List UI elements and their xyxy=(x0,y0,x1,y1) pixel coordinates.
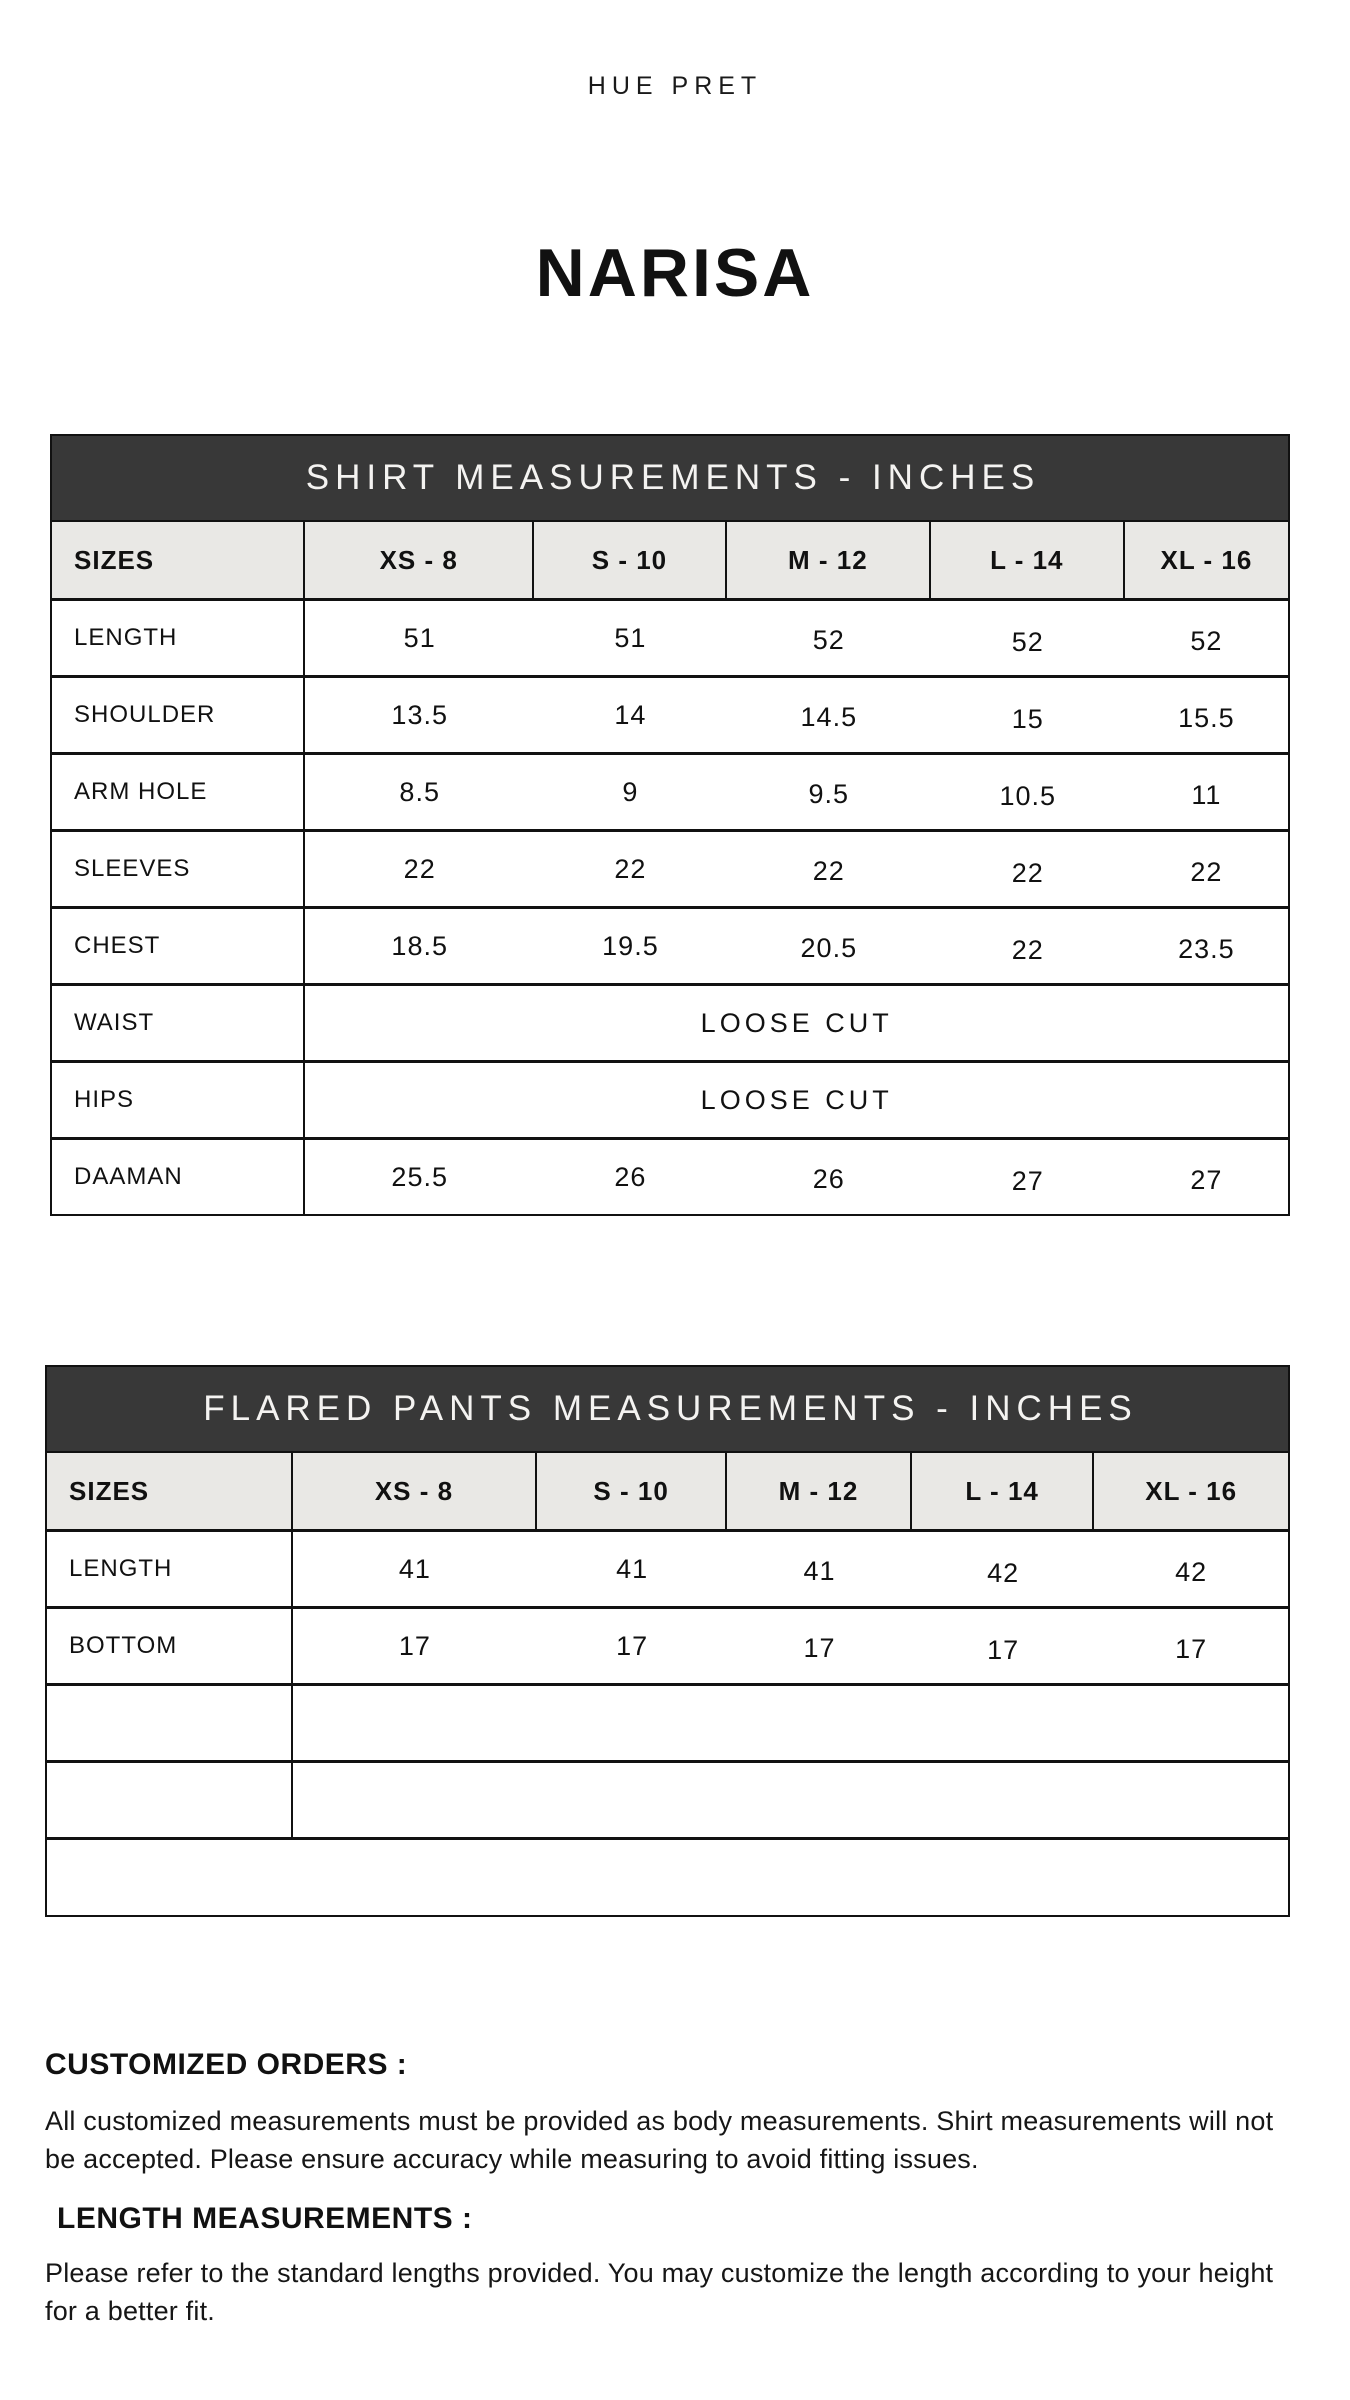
value-cell: 18.5 xyxy=(391,930,448,961)
row-label: WAIST xyxy=(52,986,305,1060)
empty-span xyxy=(293,1686,1288,1760)
value-cell: 11 xyxy=(1191,779,1222,810)
pants-row-length xyxy=(47,1529,1288,1606)
loose-cut-span: LOOSE CUT xyxy=(700,1084,893,1115)
shirt-row-armhole xyxy=(52,752,1288,829)
shirt-row-daaman xyxy=(52,1137,1288,1214)
pants-row-bottom xyxy=(47,1606,1288,1683)
row-label: LENGTH xyxy=(52,601,305,675)
row-label: SLEEVES xyxy=(52,832,305,906)
shirt-row-chest xyxy=(52,906,1288,983)
loose-cut-span: LOOSE CUT xyxy=(700,1007,893,1038)
brand-name: HUE PRET xyxy=(587,72,763,100)
pants-measurements-table xyxy=(45,1365,1290,1917)
value-cell: 23.5 xyxy=(1178,933,1235,964)
value-cell: 42 xyxy=(987,1558,1020,1588)
length-measurements-body: Please refer to the standard lengths provided. You may customize the length according to your height for a better fit. xyxy=(45,2258,1274,2326)
value-cell: 19.5 xyxy=(602,930,659,961)
value-cell: 52 xyxy=(812,625,845,655)
pants-empty-row xyxy=(47,1760,1288,1837)
empty-span xyxy=(47,1840,1288,1915)
value-cell: 13.5 xyxy=(391,699,448,730)
row-label: DAAMAN xyxy=(52,1140,305,1214)
pants-empty-row xyxy=(47,1683,1288,1760)
row-label: SHOULDER xyxy=(52,678,305,752)
pants-size-s: S - 10 xyxy=(537,1453,727,1529)
value-cell: 14.5 xyxy=(800,702,858,732)
row-label xyxy=(47,1763,293,1837)
empty-span xyxy=(293,1763,1288,1837)
value-cell: 51 xyxy=(614,622,647,653)
row-label: HIPS xyxy=(52,1063,305,1137)
value-cell: 17 xyxy=(987,1635,1020,1665)
row-label: CHEST xyxy=(52,909,305,983)
value-cell: 27 xyxy=(1190,1164,1223,1195)
shirt-measurements-table xyxy=(50,434,1290,1216)
row-label: BOTTOM xyxy=(47,1609,293,1683)
customized-orders-heading: CUSTOMIZED ORDERS : xyxy=(45,2048,408,2081)
value-cell: 17 xyxy=(398,1630,431,1661)
shirt-sizes-header-row xyxy=(52,520,1288,598)
pants-footer-empty-row xyxy=(47,1837,1288,1915)
shirt-size-xl: XL - 16 xyxy=(1160,544,1253,575)
row-label: ARM HOLE xyxy=(52,755,305,829)
value-cell: 22 xyxy=(403,853,436,884)
value-cell: 17 xyxy=(1175,1633,1208,1664)
value-cell: 8.5 xyxy=(399,776,440,807)
shirt-size-l: L - 14 xyxy=(931,522,1125,598)
pants-table-title: FLARED PANTS MEASUREMENTS - INCHES xyxy=(47,1367,1288,1451)
value-cell: 22 xyxy=(1190,856,1223,887)
value-cell: 52 xyxy=(1190,625,1223,656)
value-cell: 41 xyxy=(803,1556,836,1586)
value-cell: 26 xyxy=(614,1161,647,1192)
shirt-row-shoulder xyxy=(52,675,1288,752)
value-cell: 9 xyxy=(622,776,639,807)
value-cell: 41 xyxy=(616,1553,649,1584)
value-cell: 9.5 xyxy=(808,779,850,809)
value-cell: 27 xyxy=(1011,1166,1044,1196)
value-cell: 52 xyxy=(1011,627,1044,657)
value-cell: 42 xyxy=(1175,1556,1208,1587)
pants-size-xl: XL - 16 xyxy=(1145,1475,1238,1506)
value-cell: 20.5 xyxy=(800,933,858,963)
value-cell: 26 xyxy=(812,1164,845,1194)
value-cell: 41 xyxy=(398,1553,431,1584)
customized-orders-body: All customized measurements must be provided as body measurements. Shirt measurements will not be accepted. Please ensure accuracy while measuring to avoid fitting issues. xyxy=(45,2106,1274,2174)
row-label xyxy=(47,1686,293,1760)
row-label: LENGTH xyxy=(47,1532,293,1606)
value-cell: 17 xyxy=(803,1633,836,1663)
pants-size-xs: XS - 8 xyxy=(293,1453,537,1529)
pants-sizes-label: SIZES xyxy=(47,1453,293,1529)
shirt-size-m: M - 12 xyxy=(727,522,931,598)
value-cell: 22 xyxy=(812,856,845,886)
pants-size-m: M - 12 xyxy=(727,1453,912,1529)
value-cell: 15.5 xyxy=(1178,702,1235,733)
value-cell: 15 xyxy=(1011,704,1044,734)
value-cell: 17 xyxy=(616,1630,649,1661)
shirt-row-waist xyxy=(52,983,1288,1060)
product-title: NARISA xyxy=(535,235,815,311)
pants-sizes-header-row xyxy=(47,1451,1288,1529)
value-cell: 22 xyxy=(1011,935,1044,965)
length-measurements-heading: LENGTH MEASUREMENTS : xyxy=(57,2202,473,2235)
value-cell: 22 xyxy=(614,853,647,884)
pants-size-l: L - 14 xyxy=(912,1453,1094,1529)
shirt-table-title: SHIRT MEASUREMENTS - INCHES xyxy=(52,436,1288,520)
shirt-row-length xyxy=(52,598,1288,675)
value-cell: 10.5 xyxy=(999,781,1057,811)
shirt-row-sleeves xyxy=(52,829,1288,906)
shirt-size-s: S - 10 xyxy=(534,522,727,598)
shirt-size-xs: XS - 8 xyxy=(305,522,534,598)
notes-section xyxy=(45,2048,1295,2354)
value-cell: 51 xyxy=(403,622,436,653)
value-cell: 25.5 xyxy=(391,1161,448,1192)
shirt-sizes-label: SIZES xyxy=(52,522,305,598)
value-cell: 14 xyxy=(614,699,647,730)
value-cell: 22 xyxy=(1011,858,1044,888)
shirt-row-hips xyxy=(52,1060,1288,1137)
